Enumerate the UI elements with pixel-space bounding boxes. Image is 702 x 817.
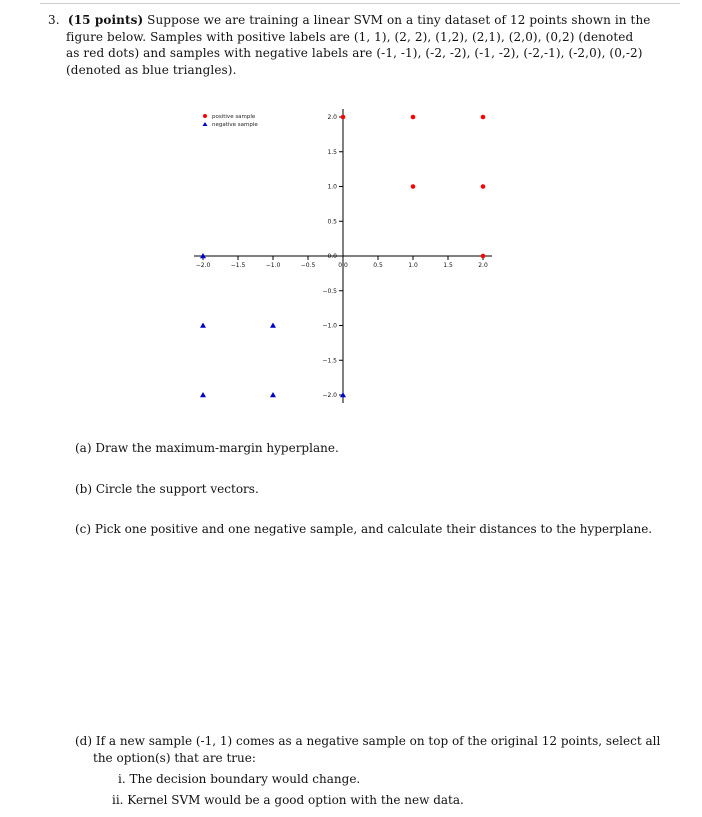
y-tick-label: 1.5 — [327, 148, 337, 156]
legend-negative-marker — [203, 122, 208, 126]
part-c: (c) Pick one positive and one negative sample, and calculate their distances to the hyperplane. — [75, 522, 653, 536]
legend-positive-label: positive sample — [212, 114, 256, 120]
question-line-4: (denoted as blue triangles). — [66, 62, 237, 77]
x-tick-label: 1.5 — [443, 262, 453, 269]
x-tick-label: 0.0 — [338, 262, 348, 269]
question-text — [48, 12, 663, 78]
part-b: (b) Circle the support vectors. — [75, 482, 259, 496]
question-number: 3. — [48, 13, 60, 27]
question-line-3: as red dots) and samples with negative labels are (-1, -1), (-2, -2), (-1, -2), (-2,-1), (-2,0), (0,-2) — [66, 46, 643, 60]
negative-sample-point — [200, 323, 206, 328]
y-tick-label: −2.0 — [322, 392, 337, 399]
x-tick-label: 0.5 — [373, 262, 383, 269]
y-tick-label: 2.0 — [327, 114, 337, 121]
legend-positive-marker — [203, 114, 207, 118]
x-tick-label: −2.0 — [195, 262, 211, 269]
part-d-line-2: the option(s) that are true: — [93, 751, 256, 765]
question-line-1 — [48, 12, 663, 29]
x-tick-label: 1.0 — [408, 262, 418, 269]
y-tick-label: −1.5 — [322, 357, 337, 365]
question-points: (15 points) — [67, 13, 144, 27]
question-line-2: figure below. Samples with positive labels are (1, 1), (2, 2), (1,2), (2,1), (2,0), (0,2) (denoted — [66, 29, 634, 44]
top-rule — [40, 3, 680, 4]
x-tick-label: −1.5 — [230, 262, 246, 269]
positive-sample-point — [481, 115, 486, 120]
part-d-line-1: (d) If a new sample (-1, 1) comes as a negative sample on top of the original 12 points, select all — [75, 734, 661, 748]
scatter-plot — [170, 100, 510, 410]
question-line-1-text: Suppose we are training a linear SVM on a tiny dataset of 12 points shown in the — [147, 13, 651, 27]
y-tick-label: −1.0 — [322, 322, 337, 330]
positive-sample-point — [341, 115, 346, 120]
part-a: (a) Draw the maximum-margin hyperplane. — [75, 441, 339, 455]
positive-sample-point — [481, 254, 486, 259]
y-tick-label: −0.5 — [322, 287, 337, 295]
negative-sample-point — [200, 392, 206, 397]
x-tick-label: −1.0 — [265, 262, 281, 269]
positive-sample-point — [481, 184, 486, 189]
x-tick-label: 2.0 — [478, 262, 488, 269]
y-tick-label: 1.0 — [327, 183, 337, 191]
y-tick-label: 0.0 — [327, 253, 337, 260]
positive-sample-point — [411, 115, 416, 120]
negative-sample-point — [270, 392, 276, 397]
x-tick-label: −0.5 — [300, 262, 316, 269]
y-tick-label: 0.5 — [327, 218, 337, 226]
positive-sample-point — [411, 184, 416, 189]
part-d-option-i: i. The decision boundary would change. — [118, 772, 361, 786]
part-d-option-ii: ii. Kernel SVM would be a good option with the new data. — [112, 793, 464, 807]
legend-negative-label: negative sample — [212, 122, 258, 128]
negative-sample-point — [270, 323, 276, 328]
